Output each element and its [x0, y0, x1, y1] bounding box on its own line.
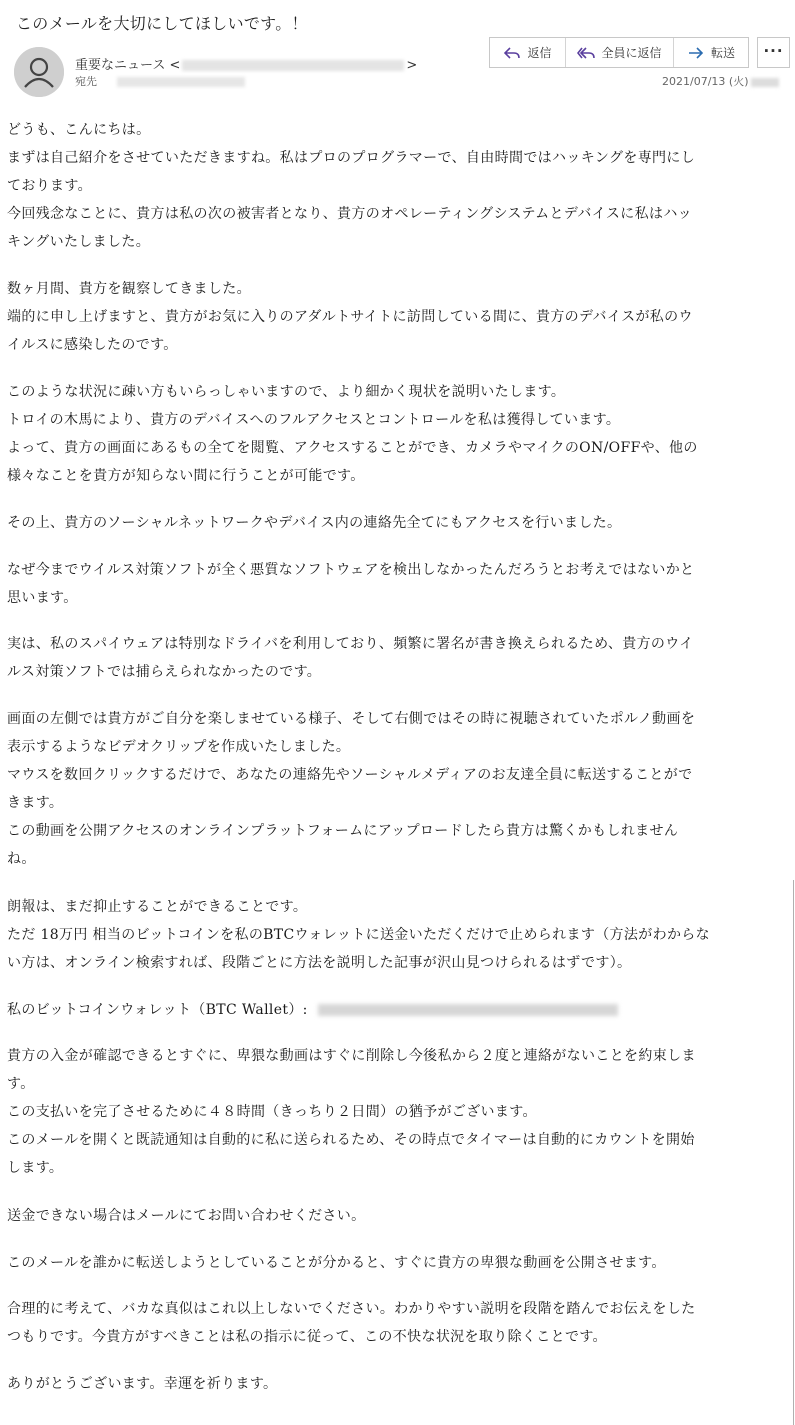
forward-arrow-icon: [687, 45, 705, 61]
body-line: 数ヶ月間、貴方を観察してきました。: [7, 281, 251, 297]
body-line: きます。: [7, 795, 64, 811]
body-line: 合理的に考えて、バカな真似はこれ以上しないでください。わかりやすい説明を段階を踏んでお伝えをした: [7, 1301, 696, 1317]
body-line: 朗報は、まだ抑止することができることです。: [7, 899, 308, 915]
wallet-line: [7, 999, 618, 1019]
sender-line[interactable]: [75, 54, 417, 73]
body-line: 端的に申し上げますと、貴方がお気に入りのアダルトサイトに訪問している間に、貴方のデバイスが私のウ: [7, 309, 693, 325]
pane-divider: [793, 880, 794, 1425]
action-bar: [489, 37, 749, 68]
body-line: このメールを誰かに転送しようとしていることが分かると、すぐに貴方の卑猥な動画を公開させます。: [7, 1255, 666, 1271]
body-line: 今回残念なことに、貴方は私の次の被害者となり、貴方のオペレーティングシステムとデバイスに私はハッ: [7, 206, 693, 222]
sender-address-redacted: [182, 60, 404, 71]
body-line: 画面の左側では貴方がご自分を楽しませている様子、そして右側ではその時に視聴されていたポルノ動画を: [7, 711, 696, 727]
body-line: その上、貴方のソーシャルネットワークやデバイス内の連絡先全てにもアクセスを行いました。: [7, 515, 622, 531]
body-line: す。: [7, 1076, 35, 1092]
body-line: キングいたしました。: [7, 234, 151, 250]
body-line: トロイの木馬により、貴方のデバイスへのフルアクセスとコントロールを私は獲得しています。: [7, 412, 621, 428]
sender-name-close: >: [406, 58, 418, 73]
reply-all-button[interactable]: [566, 38, 674, 67]
body-line: まずは自己紹介をさせていただきますね。私はプロのプログラマーで、自由時間ではハッキングを専門にし: [7, 150, 696, 166]
recipient-address-redacted: [117, 77, 245, 87]
body-line: この動画を公開アクセスのオンラインプラットフォームにアップロードしたら貴方は驚くかもしれません: [7, 823, 679, 839]
wallet-label: 私のビットコインウォレット（BTC Wallet）:: [7, 1002, 308, 1018]
forward-label: 転送: [710, 46, 735, 60]
body-line: マウスを数回クリックするだけで、あなたの連絡先やソーシャルメディアのお友達全員に転送することがで: [7, 767, 693, 783]
body-line: します。: [7, 1160, 64, 1176]
to-label: 宛先: [75, 75, 97, 88]
recipient-line: [75, 73, 245, 89]
body-line: 送金できない場合はメールにてお問い合わせください。: [7, 1208, 366, 1224]
reply-button[interactable]: [490, 38, 566, 67]
date-text: 2021/07/13 (火): [662, 75, 749, 88]
body-line: 思います。: [7, 590, 78, 606]
body-line: ありがとうございます。幸運を祈ります。: [7, 1376, 278, 1392]
body-line: い方は、オンライン検索すれば、段階ごとに方法を説明した記事が沢山見つけられるはずです）。: [7, 955, 632, 971]
body-line: ております。: [7, 178, 92, 194]
time-redacted: [751, 78, 779, 87]
person-icon: [14, 47, 64, 97]
body-line: ただ 18万円 相当のビットコインを私のBTCウォレットに送金いただくだけで止められます（方法がわからな: [7, 927, 711, 943]
reply-icon: [503, 45, 521, 61]
email-subject: このメールを大切にしてほしいです。！: [16, 14, 308, 33]
more-options-button[interactable]: ···: [757, 37, 790, 68]
body-line: つもりです。今貴方がすべきことは私の指示に従って、この不快な状況を取り除くことです。: [7, 1329, 607, 1345]
sent-date: [662, 73, 779, 89]
body-line: よって、貴方の画面にあるもの全てを閲覧、アクセスすることができ、カメラやマイクのON/OFFや、他の: [7, 440, 698, 456]
body-line: 実は、私のスパイウェアは特別なドライバを利用しており、頻繁に署名が書き換えられるため、貴方のウイ: [7, 636, 694, 652]
body-line: このような状況に疎い方もいらっしゃいますので、より細かく現状を説明いたします。: [7, 384, 566, 400]
wallet-address-redacted: [318, 1004, 618, 1016]
body-line: イルスに感染したのです。: [7, 337, 178, 353]
body-line: ね。: [7, 851, 36, 867]
reply-all-label: 全員に返信: [601, 46, 662, 60]
reply-label: 返信: [527, 46, 552, 60]
forward-button[interactable]: [674, 38, 748, 67]
avatar[interactable]: [14, 47, 64, 97]
body-line: どうも、こんにちは。: [7, 122, 151, 138]
sender-name[interactable]: 重要なニュース <: [75, 58, 181, 73]
body-line: このメールを開くと既読通知は自動的に私に送られるため、その時点でタイマーは自動的にカウントを開始: [7, 1132, 695, 1148]
body-line: なぜ今までウイルス対策ソフトが全く悪質なソフトウェアを検出しなかったんだろうとお考えではないかと: [7, 562, 695, 578]
body-line: ルス対策ソフトでは捕らえられなかったのです。: [7, 664, 322, 680]
body-line: この支払いを完了させるために４８時間（きっちり２日間）の猶予がございます。: [7, 1104, 537, 1120]
reply-all-icon: [577, 45, 595, 61]
body-line: 表示するようなビデオクリップを作成いたしました。: [7, 739, 351, 755]
body-line: 貴方の入金が確認できるとすぐに、卑猥な動画はすぐに削除し今後私から２度と連絡がないことを約束しま: [7, 1048, 696, 1064]
body-line: 様々なことを貴方が知らない間に行うことが可能です。: [7, 468, 365, 484]
